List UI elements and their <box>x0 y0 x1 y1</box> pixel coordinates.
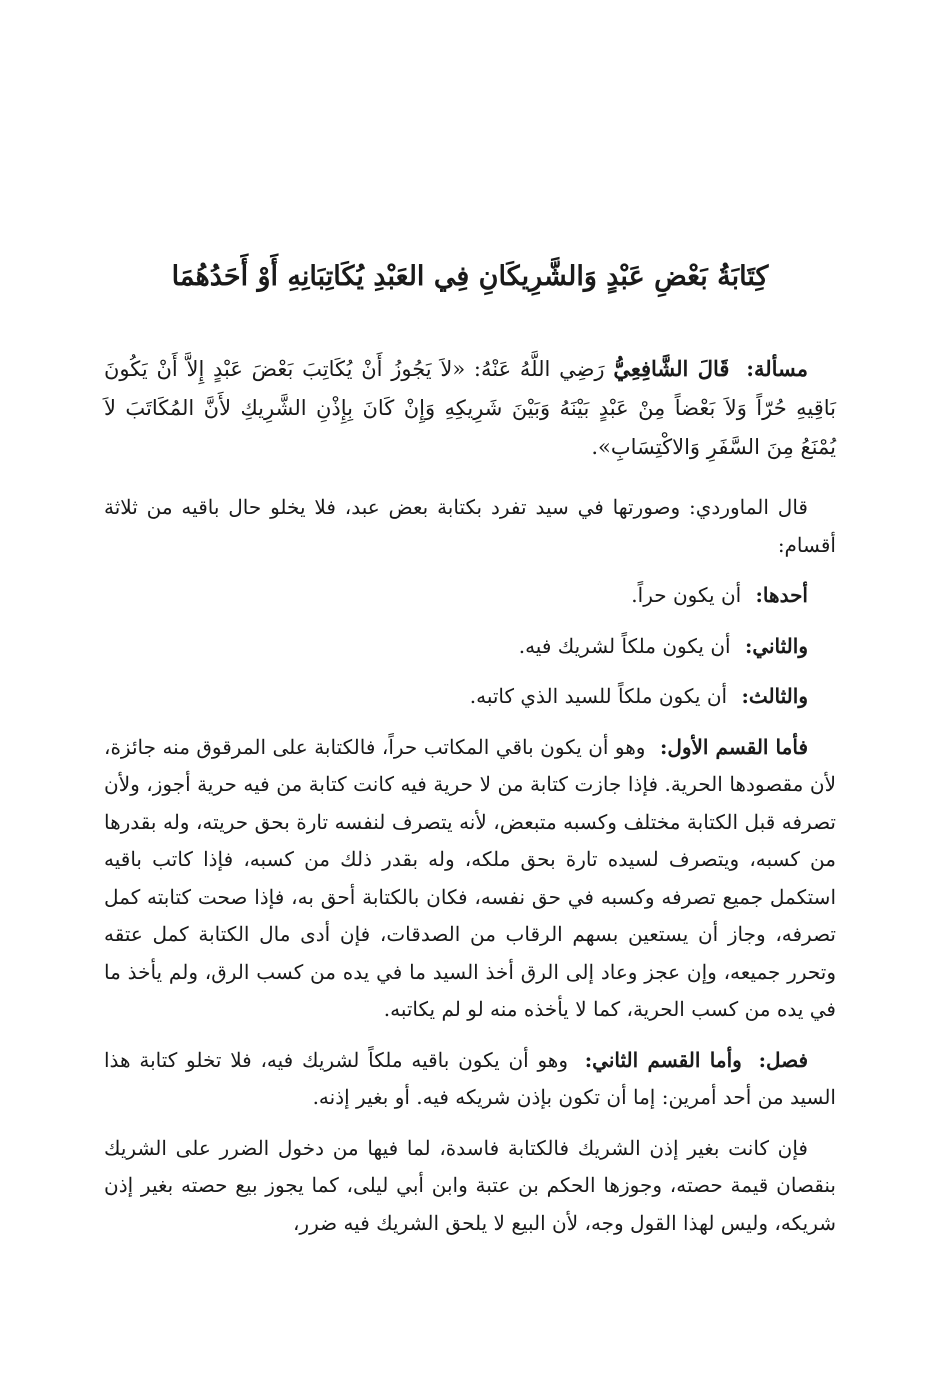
list-item-first-text: أن يكون حراً. <box>631 583 742 607</box>
mawardi-paragraph: قال الماوردي: وصورتها في سيد تفرد بكتابة بعض عبد، فلا يخلو حال باقيه من ثلاثة أقسام: <box>104 495 836 557</box>
book-page <box>104 255 836 1255</box>
list-item-first-label: أحدها: <box>755 583 808 607</box>
chapter-title: كِتَابَةُ بَعْضِ عَبْدٍ وَالشَّرِيكَانِ فِي العَبْدِ يُكَاتِبَانِهِ أَوْ أَحَدُهُمَا <box>171 261 769 292</box>
first-section-text: وهو أن يكون باقي المكاتب حراً، فالكتابة على المرقوق منه جائزة، لأن مقصودها الحرية. فإذا جازت كتابة من لا حرية فيه كانت كتابة من فيه حرية أجوز، ولأن تصرفه قبل الكتابة مختلف وكسبه متبعض، لأنه يتصرف لنفسه تارة بحق حريته، وله بقدرها من كسبه، ويتصرف لسيده تارة بحق ملكه، وله بقدر ذلك من كسبه، فإذا كاتب باقيه استكمل جميع تصرفه وكسبه في حق نفسه، فكان بالكتابة أحق به، فإذا صحت كتابته كمل تصرفه، وجاز أن يستعين بسهم الرقاب من الصدقات، فإن أدى مال الكتابة كمل عتقه وتحرر جميعه، وإن عجز وعاد إلى الرق أخذ السيد ما في يده من كسب الرق، ولم يأخذ ما في يده من كسب الحرية، كما لا يأخذه منه لو لم يكاتبه. <box>104 734 836 1021</box>
list-item-third <box>104 678 808 716</box>
masala-label: مسألة: <box>746 356 808 381</box>
fasl-label: فصل: <box>758 1047 809 1072</box>
fasl-text: وهو أن يكون باقيه ملكاً لشريك فيه، فلا تخلو كتابة هذا السيد من أحد أمرين: إما أن تكون بإذن شريكه فيه. أو بغير إذنه. <box>104 1047 836 1109</box>
list-item-first <box>104 577 808 615</box>
masala-text: رَضِي اللَّهُ عَنْهُ: «لاَ يَجُوزُ أَنْ يُكَاتِبَ بَعْضَ عَبْدٍ إِلاَّ أَنْ يَكُونَ بَاقِيهِ حُرّاً وَلاَ بَعْضاً مِنْ عَبْدٍ بَيْنَهُ وَبَيْنَ شَرِيكِهِ وَإِنْ كَانَ بِإِذْنِ الشَّرِيكِ لأَنَّ المُكَاتَبَ لاَ يُمْنَعُ مِنَ السَّفَرِ وَالاكْتِسَابِ». <box>104 357 836 459</box>
list-item-second-text: أن يكون ملكاً لشريك فيه. <box>518 633 731 658</box>
list-item-third-text: أن يكون ملكاً للسيد الذي كاتبه. <box>469 684 728 708</box>
list-item-third-label: والثالث: <box>741 684 808 708</box>
list-item-second <box>104 628 808 666</box>
list-item-second-label: والثاني: <box>744 633 808 658</box>
masala-author: قَالَ الشَّافِعِيُّ <box>613 356 730 381</box>
fasl-paragraph <box>104 1042 836 1117</box>
second-section-label: وأما القسم الثاني: <box>584 1047 742 1072</box>
first-section-paragraph <box>104 729 836 1029</box>
masala-paragraph <box>104 349 836 467</box>
first-section-label: فأما القسم الأول: <box>659 734 809 759</box>
without-permission-paragraph: فإن كانت بغير إذن الشريك فالكتابة فاسدة، لما فيها من دخول الضرر على الشريك بنقصان قيمة حصته، وجوزها الحكم بن عتبة وابن أبي ليلى، كما يجوز بيع حصته بغير إذن شريكه، وليس لهذا القول وجه، لأن البيع لا يلحق الشريك فيه ضرر، <box>104 1135 836 1235</box>
